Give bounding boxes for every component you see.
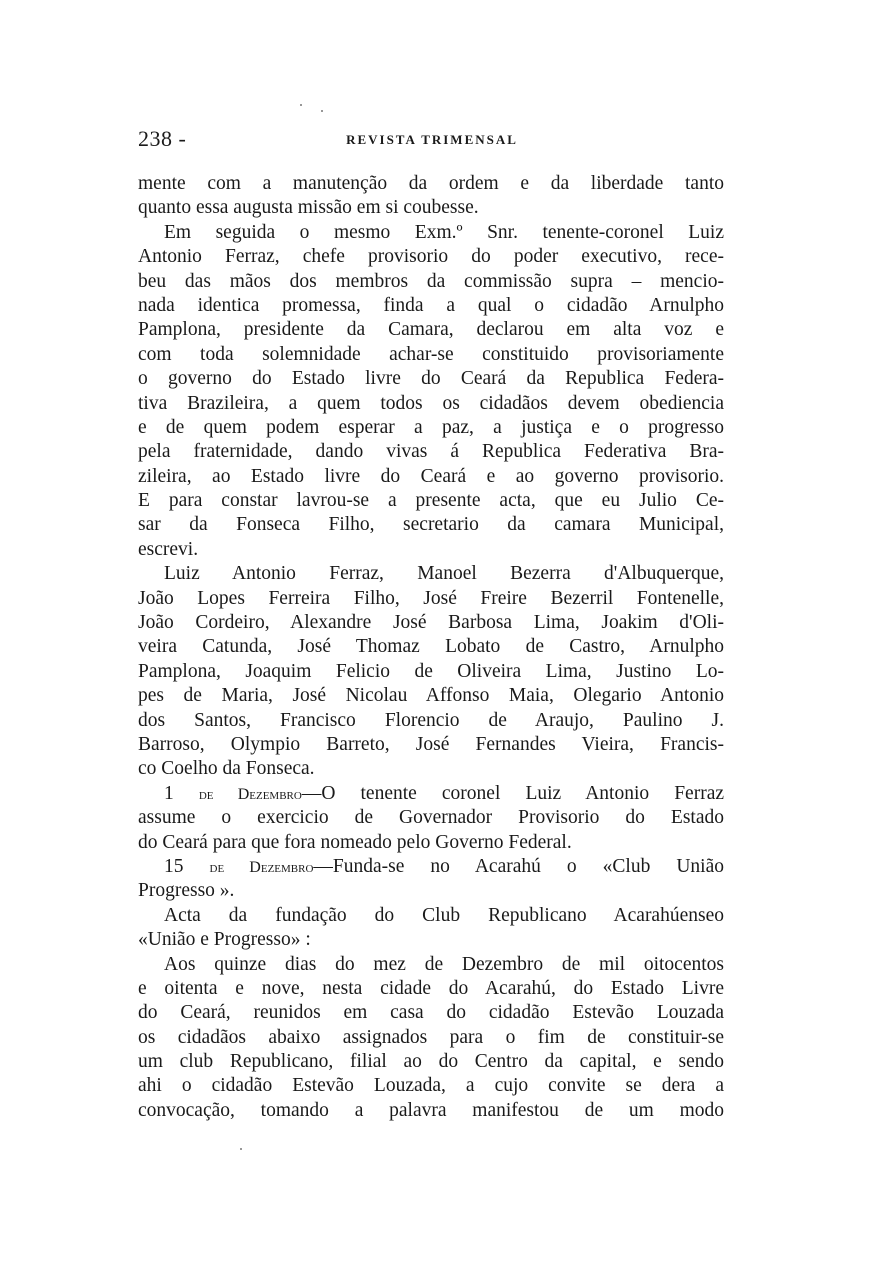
line-rest: —Funda-se no Acarahú o «Club União bbox=[313, 855, 724, 877]
text-line: Aos quinze dias do mez de Dezembro de mil oitocentos bbox=[164, 953, 724, 975]
text-line: sar da Fonseca Filho, secretario da camara Municipal, bbox=[138, 514, 724, 536]
text-line bbox=[138, 782, 724, 806]
text-line: co Coelho da Fonseca. bbox=[138, 758, 315, 780]
text-line: Progresso ». bbox=[138, 880, 235, 902]
text-line: tiva Brazileira, a quem todos os cidadãos devem obediencia bbox=[138, 392, 724, 414]
text-line: beu das mãos dos membros da commissão supra – mencio- bbox=[138, 270, 724, 292]
page-number: 238 - bbox=[138, 126, 187, 151]
text-line: escrevi. bbox=[138, 538, 199, 560]
text-line: veira Catunda, José Thomaz Lobato de Castro, Arnulpho bbox=[138, 636, 724, 658]
running-title: REVISTA TRIMENSAL bbox=[346, 132, 518, 147]
text-line: Pamplona, presidente da Camara, declarou em alta voz e bbox=[138, 319, 724, 341]
page-header bbox=[138, 126, 726, 160]
text-line: um club Republicano, filial ao do Centro da capital, e sendo bbox=[138, 1051, 724, 1073]
body-text bbox=[138, 172, 724, 1123]
text-line: mente com a manutenção da ordem e da liberdade tanto bbox=[138, 173, 724, 194]
text-line: Barroso, Olympio Barreto, José Fernandes Vieira, Francis- bbox=[138, 733, 724, 755]
text-line: «União e Progresso» : bbox=[138, 929, 311, 951]
text-line: Antonio Ferraz, chefe provisorio do poder executivo, rece- bbox=[138, 246, 724, 268]
text-line: quanto essa augusta missão em si coubesse. bbox=[138, 197, 479, 219]
text-line: dos Santos, Francisco Florencio de Araujo, Paulino J. bbox=[138, 709, 724, 731]
text-line: E para constar lavrou-se a presente acta, que eu Julio Ce- bbox=[138, 490, 724, 512]
text-line: assume o exercicio de Governador Provisorio do Estado bbox=[138, 807, 724, 829]
date-number: 15 bbox=[164, 855, 210, 877]
text-line: Acta da fundação do Club Republicano Acarahúenseo bbox=[164, 904, 724, 926]
text-line: com toda solemnidade achar-se constituido provisoriamente bbox=[138, 343, 724, 365]
text-line: João Lopes Ferreira Filho, José Freire Bezerril Fontenelle, bbox=[138, 587, 724, 609]
text-line bbox=[138, 855, 724, 879]
text-line: nada identica promessa, finda a qual o cidadão Arnulpho bbox=[138, 294, 724, 316]
text-line: e oitenta e nove, nesta cidade do Acarahú, do Estado Livre bbox=[138, 977, 724, 999]
text-line: ahi o cidadão Estevão Louzada, a cujo convite se dera a bbox=[138, 1075, 724, 1097]
text-line: convocação, tomando a palavra manifestou de um modo bbox=[138, 1099, 724, 1121]
text-line: Pamplona, Joaquim Felicio de Oliveira Lima, Justino Lo- bbox=[138, 660, 724, 682]
date-month: de Dezembro bbox=[198, 785, 302, 803]
text-line: Luiz Antonio Ferraz, Manoel Bezerra d'Albuquerque, bbox=[164, 563, 724, 585]
text-line: os cidadãos abaixo assignados para o fim de constituir-se bbox=[138, 1026, 724, 1048]
print-speck bbox=[321, 110, 323, 112]
print-speck bbox=[240, 1148, 242, 1150]
text-line: pes de Maria, José Nicolau Affonso Maia, Olegario Antonio bbox=[138, 685, 724, 707]
text-line: João Cordeiro, Alexandre José Barbosa Lima, Joakim d'Oli- bbox=[138, 612, 724, 634]
text-line: pela fraternidade, dando vivas á Republica Federativa Bra- bbox=[138, 441, 724, 463]
text-line: o governo do Estado livre do Ceará da Republica Federa- bbox=[138, 368, 724, 390]
date-month: de Dezembro bbox=[209, 858, 314, 876]
text-line: zileira, ao Estado livre do Ceará e ao governo provisorio. bbox=[138, 465, 724, 487]
text-line: do Ceará para que fora nomeado pelo Governo Federal. bbox=[138, 831, 572, 853]
text-line: Em seguida o mesmo Exm.º Snr. tenente-coronel Luiz bbox=[164, 221, 724, 243]
date-number: 1 bbox=[164, 782, 199, 804]
text-line: do Ceará, reunidos em casa do cidadão Estevão Louzada bbox=[138, 1002, 724, 1024]
text-line: e de quem podem esperar a paz, a justiça e o progresso bbox=[138, 416, 724, 438]
line-rest: —O tenente coronel Luiz Antonio Ferraz bbox=[301, 782, 724, 804]
print-speck bbox=[300, 104, 302, 106]
